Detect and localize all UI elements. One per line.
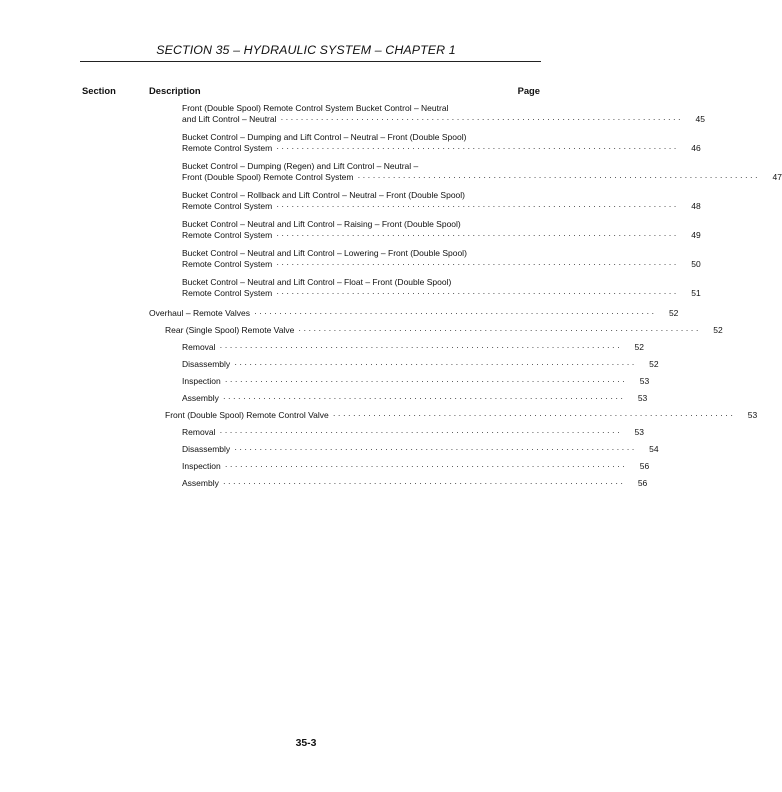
toc-entry[interactable] — [182, 132, 701, 154]
toc-entry-title: Assembly — [182, 478, 219, 488]
toc-entry-title: Disassembly — [182, 444, 231, 454]
toc-entry[interactable] — [182, 219, 701, 241]
toc-entry[interactable] — [182, 444, 659, 455]
dot-leader: ················································································ — [224, 461, 628, 471]
toc-entry[interactable] — [182, 427, 644, 438]
toc-entry-page-number: 50 — [691, 259, 701, 269]
toc-entry-title: Inspection — [182, 461, 221, 471]
dot-leader: ················································································ — [222, 478, 626, 488]
toc-entry[interactable] — [182, 248, 701, 270]
toc-entry-title-line1: Bucket Control – Rollback and Lift Control – Neutral – Front (Double Spool) — [182, 190, 466, 200]
toc-entry-page-number: 47 — [772, 172, 782, 182]
toc-entry-title: Inspection — [182, 376, 221, 386]
toc-entry[interactable] — [182, 190, 701, 212]
toc-entry-title-line2: and Lift Control – Neutral — [182, 114, 277, 124]
toc-entry-page-number: 56 — [639, 461, 650, 471]
toc-entry-title: Overhaul – Remote Valves — [149, 308, 250, 318]
toc-entry-page-number: 52 — [713, 325, 723, 335]
page-header-title: SECTION 35 – HYDRAULIC SYSTEM – CHAPTER 1 — [156, 43, 456, 57]
dot-leader: ················································································ — [276, 201, 679, 211]
dot-leader: ················································································ — [332, 410, 736, 420]
toc-entry-title-line1: Bucket Control – Neutral and Lift Control – Raising – Front (Double Spool) — [182, 219, 461, 229]
toc-entry[interactable] — [182, 342, 644, 353]
toc-entry[interactable] — [182, 277, 701, 299]
toc-entry-page-number: 54 — [649, 444, 659, 454]
dot-leader: ················································································ — [253, 308, 657, 318]
toc-entry[interactable] — [149, 308, 679, 319]
toc-entry[interactable] — [165, 325, 723, 336]
toc-entry-title-line1: Bucket Control – Dumping (Regen) and Lift Control – Neutral – — [182, 161, 419, 171]
toc-entry-title-line1: Bucket Control – Neutral and Lift Control – Float – Front (Double Spool) — [182, 277, 452, 287]
dot-leader: ················································································ — [234, 359, 637, 369]
toc-entry[interactable] — [182, 376, 650, 387]
toc-entry-page-number: 52 — [634, 342, 644, 352]
toc-entry[interactable] — [182, 161, 782, 183]
toc-entry-title: Rear (Single Spool) Remote Valve — [165, 325, 295, 335]
toc-entry-page-number: 48 — [691, 201, 701, 211]
toc-entry-page-number: 53 — [634, 427, 644, 437]
toc-entry-title-line1: Bucket Control – Dumping and Lift Control – Neutral – Front (Double Spool) — [182, 132, 467, 142]
toc-entry-title-line2: Remote Control System — [182, 288, 273, 298]
toc-entry-title: Assembly — [182, 393, 219, 403]
toc-entry-title-line2: Remote Control System — [182, 143, 273, 153]
toc-entry-page-number: 53 — [637, 393, 648, 403]
toc-entry[interactable] — [182, 103, 705, 125]
toc-entry-page-number: 51 — [691, 288, 701, 298]
dot-leader: ················································································ — [219, 427, 622, 437]
toc-entry-page-number: 46 — [691, 143, 701, 153]
toc-entry[interactable] — [182, 359, 659, 370]
dot-leader: ················································································ — [298, 325, 701, 335]
toc-entry[interactable] — [182, 478, 648, 489]
toc-entry-title-line2: Remote Control System — [182, 230, 273, 240]
toc-entry-page-number: 53 — [747, 410, 758, 420]
dot-leader: ················································································ — [276, 259, 679, 269]
toc-entry-title-line1: Front (Double Spool) Remote Control System Bucket Control – Neutral — [182, 103, 449, 113]
dot-leader: ················································································ — [276, 143, 679, 153]
toc-entry-page-number: 52 — [649, 359, 659, 369]
column-header-description: Description — [149, 85, 201, 96]
toc-entry-page-number: 56 — [637, 478, 648, 488]
toc-entry-page-number: 49 — [691, 230, 701, 240]
toc-entry[interactable] — [182, 393, 648, 404]
dot-leader: ················································································ — [276, 288, 679, 298]
toc-entry-title: Removal — [182, 427, 216, 437]
dot-leader: ················································································ — [219, 342, 622, 352]
header-divider — [80, 61, 541, 62]
dot-leader: ················································································ — [234, 444, 637, 454]
toc-entry-page-number: 45 — [695, 114, 705, 124]
toc-entry-page-number: 52 — [668, 308, 679, 318]
dot-leader: ················································································ — [224, 376, 628, 386]
toc-entry[interactable] — [182, 461, 650, 472]
dot-leader: ················································································ — [357, 172, 760, 182]
column-header-section: Section — [82, 85, 116, 96]
toc-entry-title-line2: Front (Double Spool) Remote Control System — [182, 172, 354, 182]
toc-entry-title: Disassembly — [182, 359, 231, 369]
toc-entry-title-line1: Bucket Control – Neutral and Lift Control – Lowering – Front (Double Spool) — [182, 248, 467, 258]
toc-entry-title: Removal — [182, 342, 216, 352]
dot-leader: ················································································ — [280, 114, 683, 124]
column-header-page: Page — [517, 85, 540, 96]
toc-entry[interactable] — [165, 410, 758, 421]
dot-leader: ················································································ — [222, 393, 626, 403]
toc-entry-title-line2: Remote Control System — [182, 259, 273, 269]
dot-leader: ················································································ — [276, 230, 679, 240]
toc-entry-page-number: 53 — [639, 376, 650, 386]
page-number-footer: 35-3 — [295, 738, 317, 749]
toc-entry-title-line2: Remote Control System — [182, 201, 273, 211]
toc-entry-title: Front (Double Spool) Remote Control Valve — [165, 410, 329, 420]
